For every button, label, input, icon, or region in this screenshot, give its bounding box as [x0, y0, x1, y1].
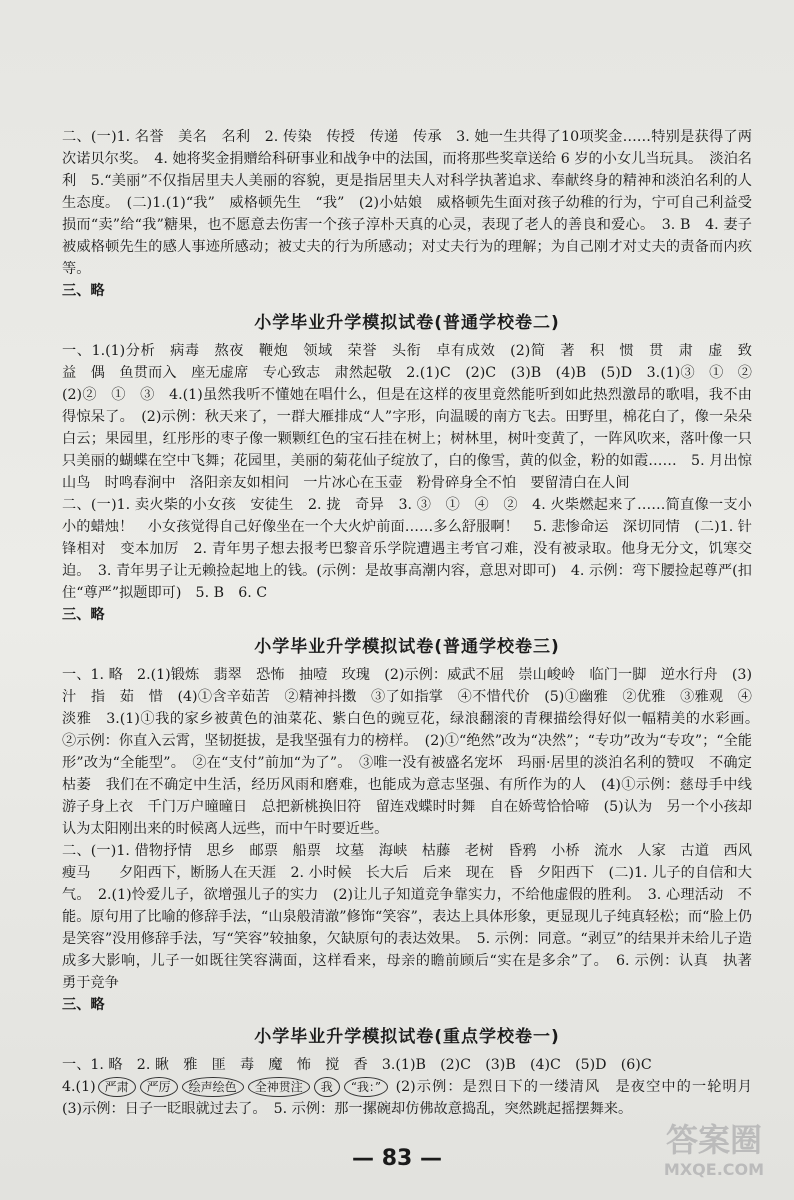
watermark-logo [654, 1120, 774, 1190]
exam-heading-2: 小学毕业升学模拟试卷(普通学校卷二) [254, 313, 560, 333]
word-bubble: 严厉 [140, 1077, 178, 1097]
q4-rest: (2)示例：是烈日下的一缕清风 是夜空中的一轮明月 (3)示例：日子一眨眼就过去了。 5. 示例：那一摞碗却仿佛故意捣乱，突然跳起摇摆舞来。 [62, 1079, 767, 1117]
section1-part3: 三、略 [62, 283, 105, 299]
exam-heading-4: 小学毕业升学模拟试卷(重点学校卷一) [254, 1027, 560, 1047]
watermark-line1: 答案圈 [665, 1121, 762, 1159]
section2-part2: 二、(一)1. 卖火柴的小女孩 安徒生 2. 拢 奇异 3. ③ ① ④ ② 4. 火柴燃起来了……简直像一支小小的蜡烛！ 小女孩觉得自己好像坐在一个大火炉前面……多么舒服啊！ 5. 悲惨命运 深切同情 (二)1. 针锋相对 变本加厉 2. 青年男子想去报考巴黎音乐学院遭遇主考官刁难，没有被录取。他身无分文，饥寒交迫。 3. 青年男子让无赖捡起地上的钱。(示例：是故事高潮内容，意思对即可) 4. 示例：弯下腰捡起尊严(扣住“尊严”拟题即可) 5. B 6. C [62, 497, 752, 601]
section2-part1: 一、1.(1)分析 病毒 熬夜 鞭炮 领域 荣誉 头衔 卓有成效 (2)简 著 积 惯 贯 肃 虚 致 益 偶 鱼贯而入 座无虚席 专心致志 肃然起敬 2.(1)C (2)C (3)B (4)B (5)D 3.(1)③ ① ② (2)② ① ③ 4.(1)虽然我听不懂她在唱什么，但是在这样的夜里竟然能听到如此热烈激昂的歌唱，我不由得惊呆了。 (2)示例：秋天来了，一群大雁排成“人”字形，向温暖的南方飞去。田野里，棉花白了，像一朵朵白云；果园里，红彤彤的枣子像一颗颗红色的宝石挂在树上；树林里，树叶变黄了，一阵风吹来，落叶像一只只美丽的蝴蝶在空中飞舞；花园里，美丽的菊花仙子绽放了，白的像雪，黄的似金，粉的如霞…… 5. 月出惊山鸟 时鸣春涧中 洛阳亲友如相问 一片冰心在玉壶 粉骨碎身全不怕 要留清白在人间 [62, 343, 767, 491]
section3-part2: 二、(一)1. 借物抒情 思乡 邮票 船票 坟墓 海峡 枯藤 老树 昏鸦 小桥 流水 人家 古道 西风 瘦马 夕阳西下，断肠人在天涯 2. 小时候 长大后 后来 现在 昏 夕阳西下 (二)1. 儿子的自信和大气。 2.(1)怜爱儿子，欲增强儿子的实力 (2)让儿子知道竞争靠实力，不给他虚假的胜利。 3. 心理活动 不能。原句用了比喻的修辞手法，“山泉般清澈”修饰“笑容”，表达上具体形象，更显现儿子纯真轻松；而“脸上仍是笑容”没用修辞手法，写“笑容”较抽象，欠缺原句的表达效果。 5. 示例：同意。“剥豆”的结果并未给儿子造成多大影响，儿子一如既往笑容满面，这样看来，母亲的瞻前顾后“实在是多余”了。 6. 示例：认真 执著 勇于竞争 [62, 843, 767, 991]
word-bubble: 绘声绘色 [182, 1077, 244, 1097]
word-bubble: “我：” [344, 1077, 388, 1097]
answer-content [62, 126, 767, 1120]
section3-part3: 三、略 [62, 997, 105, 1013]
page-number-value: 83 [381, 1146, 413, 1171]
exam-heading-3: 小学毕业升学模拟试卷(普通学校卷三) [254, 637, 560, 657]
word-bubble: 我 [314, 1077, 340, 1097]
word-bubble: 全神贯注 [248, 1077, 310, 1097]
section1-answers: 二、(一)1. 名誉 美名 名利 2. 传染 传授 传递 传承 3. 她一生共得了10项奖金……特别是获得了两次诺贝尔奖。 4. 她将奖金捐赠给科研事业和战争中的法国，而将那些奖章送给 6 岁的小女儿当玩具。 淡泊名利 5.“美丽”不仅指居里夫人美丽的容貌，更是指居里夫人对科学执著追求、奉献终身的精神和淡泊名利的人生态度。 (二)1.(1)“我” 威格顿先生 “我” (2)小姑娘 威格顿先生面对孩子幼稚的行为，宁可自己利益受损而“卖”给“我”糖果，也不愿意去伤害一个孩子淳朴天真的心灵，表现了老人的善良和爱心。 3. B 4. 妻子被威格顿先生的感人事迹所感动；被丈夫的行为所感动；对丈夫行为的理解；为自己刚才对丈夫的责备而内疚等。 [62, 129, 752, 277]
section4-q4 [62, 1076, 767, 1120]
page-number: — 83 — [352, 1146, 442, 1171]
watermark-line2: MXQE.COM [663, 1160, 765, 1179]
word-bubble: 严肃 [98, 1077, 136, 1097]
section3-part1: 一、1. 略 2.(1)锻炼 翡翠 恐怖 抽噎 玫瑰 (2)示例：威武不屈 崇山峻岭 临门一脚 逆水行舟 (3)汁 指 茹 惜 (4)①含辛茹苦 ②精神抖擞 ③了如指掌 ④不惜代价 (5)①幽雅 ②优雅 ③雅观 ④淡雅 3.(1)①我的家乡被黄色的油菜花、紫白色的豌豆花，绿浪翻滚的青稞描绘得好似一幅精美的水彩画。 ②示例：你直入云霄，坚韧挺拔，是我坚强有力的榜样。 (2)①“绝然”改为“决然”；“专功”改为“专攻”；“全能形”改为“全能型”。 ②在“支付”前加“为了”。 ③唯一没有被盛名宠坏 玛丽·居里的淡泊名利的赞叹 不确定 枯萎 我们在不确定中生活，经历风雨和磨难，也能成为意志坚强、有所作为的人 (4)①示例：慈母手中线 游子身上衣 千门万户曈曈日 总把新桃换旧符 留连戏蝶时时舞 自在娇莺恰恰啼 (5)认为 另一个小孩却认为太阳刚出来的时候离人远些，而中午时要近些。 [62, 667, 767, 837]
q4-prefix: 4.(1) [62, 1079, 96, 1095]
section2-part3: 三、略 [62, 607, 105, 623]
section4-part1: 一、1. 略 2. 瞅 雅 匪 毒 魔 怖 搅 香 3.(1)B (2)C (3)B (4)C (5)D (6)C [62, 1057, 652, 1073]
